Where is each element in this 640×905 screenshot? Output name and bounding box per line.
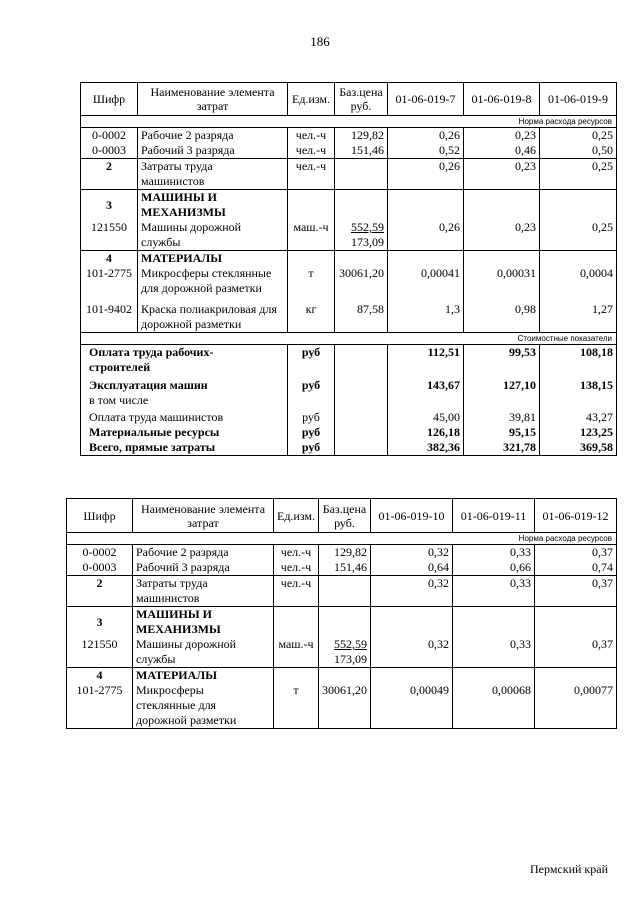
cost-value: 138,15 <box>540 375 617 408</box>
cell-name: Краска полиакриловая для дорожной разметки <box>138 296 288 333</box>
cost-value: 95,15 <box>464 425 540 440</box>
header-code: Шифр <box>67 499 133 533</box>
cell-unit: чел.-ч <box>288 143 335 159</box>
cell-price: 552,59 173,09 <box>319 637 371 668</box>
cell-value: 0,25 <box>540 128 617 144</box>
table-row <box>67 607 617 638</box>
cell-name: Затраты труда машинистов <box>133 576 274 607</box>
cell-code: 0-0003 <box>67 560 133 576</box>
cell-value: 0,37 <box>535 576 617 607</box>
table-row <box>81 266 617 296</box>
cost-unit: руб <box>288 408 335 425</box>
cell-unit: т <box>288 266 335 296</box>
cell-code: 121550 <box>67 637 133 668</box>
cell-price <box>335 159 388 190</box>
cost-value: 39,81 <box>464 408 540 425</box>
page-number: 186 <box>310 34 330 49</box>
table-row <box>81 128 617 144</box>
cost-row <box>81 440 617 456</box>
cell-value: 0,32 <box>371 545 453 561</box>
cell-value: 0,00049 <box>371 668 453 729</box>
cell-unit: чел.-ч <box>274 576 319 607</box>
norm-label-row <box>81 116 617 128</box>
cell-code: 101-9402 <box>81 296 138 333</box>
cell-price: 151,46 <box>319 560 371 576</box>
cell-code: 0-0002 <box>81 128 138 144</box>
cell-name: Рабочие 2 разряда <box>133 545 274 561</box>
cell-value: 0,32 <box>371 576 453 607</box>
cost-label-row <box>81 333 617 345</box>
cost-unit: руб <box>288 425 335 440</box>
cost-value: 369,58 <box>540 440 617 456</box>
cell-value: 0,66 <box>453 560 535 576</box>
cell-code: 0-0002 <box>67 545 133 561</box>
table-row <box>67 668 617 729</box>
norm-label: Норма расхода ресурсов <box>81 116 617 128</box>
cost-value: 321,78 <box>464 440 540 456</box>
table-row <box>81 251 617 267</box>
cost-row <box>81 345 617 376</box>
cost-value: 127,10 <box>464 375 540 408</box>
cost-label: Стоимостные показатели <box>81 333 617 345</box>
header-code: Шифр <box>81 83 138 116</box>
cell-name: МАШИНЫ И МЕХАНИЗМЫ <box>138 190 288 221</box>
cell-price: 87,58 <box>335 296 388 333</box>
table-row <box>67 560 617 576</box>
cell-price: 151,46 <box>335 143 388 159</box>
cell-price <box>319 576 371 607</box>
cell-name: Машины дорожной службы <box>133 637 274 668</box>
table-row <box>81 159 617 190</box>
cost-name: Оплата труда машинистов <box>81 408 288 425</box>
resource-table-2 <box>66 498 617 729</box>
cost-name: Всего, прямые затраты <box>81 440 288 456</box>
cell-value: 0,00068 <box>453 668 535 729</box>
cost-value: 112,51 <box>388 345 464 376</box>
header-col-3: 01-06-019-9 <box>540 83 617 116</box>
cell-value: 0,33 <box>453 545 535 561</box>
cell-name: МАШИНЫ И МЕХАНИЗМЫ <box>133 607 274 638</box>
cell-value: 0,33 <box>453 576 535 607</box>
cell-value: 0,52 <box>388 143 464 159</box>
norm-label: Норма расхода ресурсов <box>67 533 617 545</box>
cell-value: 0,37 <box>535 637 617 668</box>
table-row <box>81 220 617 251</box>
cell-name: МАТЕРИАЛЫ Микросферы стеклянные для дорожной разметки <box>133 668 274 729</box>
cell-value: 0,26 <box>388 128 464 144</box>
cost-unit: руб <box>288 345 335 376</box>
resource-table-1 <box>80 82 617 456</box>
cell-unit: маш.-ч <box>288 220 335 251</box>
cell-name: Микросферы стеклянные для дорожной разметки <box>138 266 288 296</box>
cell-code: 2 <box>67 576 133 607</box>
cell-unit: чел.-ч <box>274 560 319 576</box>
cell-price: 129,82 <box>335 128 388 144</box>
cell-code: 4 <box>81 251 138 267</box>
header-unit: Ед.изм. <box>288 83 335 116</box>
header-unit: Ед.изм. <box>274 499 319 533</box>
cell-value: 0,64 <box>371 560 453 576</box>
cost-row <box>81 375 617 408</box>
cell-name: Рабочий 3 разряда <box>138 143 288 159</box>
cost-value: 99,53 <box>464 345 540 376</box>
header-col-1: 01-06-019-7 <box>388 83 464 116</box>
cell-price: 552,59 173,09 <box>335 220 388 251</box>
cell-code: 2 <box>81 159 138 190</box>
cell-price: 30061,20 <box>335 266 388 296</box>
cost-value: 143,67 <box>388 375 464 408</box>
header-name: Наименование элемента затрат <box>133 499 274 533</box>
cell-value: 0,26 <box>388 220 464 251</box>
cell-value: 0,74 <box>535 560 617 576</box>
cell-value: 0,50 <box>540 143 617 159</box>
cell-value: 0,25 <box>540 159 617 190</box>
cell-value: 0,46 <box>464 143 540 159</box>
table-row <box>67 545 617 561</box>
norm-label-row <box>67 533 617 545</box>
cell-name: Машины дорожной службы <box>138 220 288 251</box>
cost-row <box>81 408 617 425</box>
cell-value: 1,27 <box>540 296 617 333</box>
cell-value: 0,23 <box>464 220 540 251</box>
cell-value: 0,25 <box>540 220 617 251</box>
table-row <box>67 637 617 668</box>
header-price: Баз.цена руб. <box>335 83 388 116</box>
table-row <box>81 190 617 221</box>
header-name: Наименование элемента затрат <box>138 83 288 116</box>
cell-value: 0,0004 <box>540 266 617 296</box>
cell-value: 0,26 <box>388 159 464 190</box>
cost-name: Эксплуатация машин в том числе <box>81 375 288 408</box>
header-price: Баз.цена руб. <box>319 499 371 533</box>
cell-code: 3 <box>81 190 138 221</box>
cell-unit: чел.-ч <box>288 159 335 190</box>
cost-value: 45,00 <box>388 408 464 425</box>
header-col-1: 01-06-019-10 <box>371 499 453 533</box>
table-row <box>81 296 617 333</box>
cell-unit: т <box>274 668 319 729</box>
table-row <box>81 143 617 159</box>
cell-unit: кг <box>288 296 335 333</box>
cell-value: 0,23 <box>464 159 540 190</box>
region-footer: Пермский край <box>530 862 608 876</box>
cost-value: 382,36 <box>388 440 464 456</box>
cell-name: МАТЕРИАЛЫ <box>138 251 288 267</box>
table-header-row <box>67 499 617 533</box>
header-col-3: 01-06-019-12 <box>535 499 617 533</box>
cell-code: 3 <box>67 607 133 638</box>
cell-value: 0,00031 <box>464 266 540 296</box>
cost-unit: руб <box>288 440 335 456</box>
cost-name: Материальные ресурсы <box>81 425 288 440</box>
header-col-2: 01-06-019-8 <box>464 83 540 116</box>
cost-value: 108,18 <box>540 345 617 376</box>
cost-row <box>81 425 617 440</box>
cell-code: 0-0003 <box>81 143 138 159</box>
cost-unit: руб <box>288 375 335 408</box>
cell-value: 1,3 <box>388 296 464 333</box>
cell-value: 0,33 <box>453 637 535 668</box>
table-row <box>67 576 617 607</box>
cell-unit: маш.-ч <box>274 637 319 668</box>
cell-value: 0,00077 <box>535 668 617 729</box>
cell-code: 121550 <box>81 220 138 251</box>
cell-value: 0,23 <box>464 128 540 144</box>
table-header-row <box>81 83 617 116</box>
cell-name: Затраты труда машинистов <box>138 159 288 190</box>
cell-price: 129,82 <box>319 545 371 561</box>
cell-code: 101-2775 <box>81 266 138 296</box>
cell-unit: чел.-ч <box>288 128 335 144</box>
cell-price: 30061,20 <box>319 668 371 729</box>
cell-value: 0,32 <box>371 637 453 668</box>
cell-name: Рабочие 2 разряда <box>138 128 288 144</box>
cell-unit: чел.-ч <box>274 545 319 561</box>
cell-value: 0,98 <box>464 296 540 333</box>
cost-value: 43,27 <box>540 408 617 425</box>
cell-value: 0,37 <box>535 545 617 561</box>
cell-value: 0,00041 <box>388 266 464 296</box>
cost-name: Оплата труда рабочих- строителей <box>81 345 288 376</box>
cost-value: 126,18 <box>388 425 464 440</box>
cost-value: 123,25 <box>540 425 617 440</box>
cell-code: 4 101-2775 <box>67 668 133 729</box>
cell-name: Рабочий 3 разряда <box>133 560 274 576</box>
header-col-2: 01-06-019-11 <box>453 499 535 533</box>
